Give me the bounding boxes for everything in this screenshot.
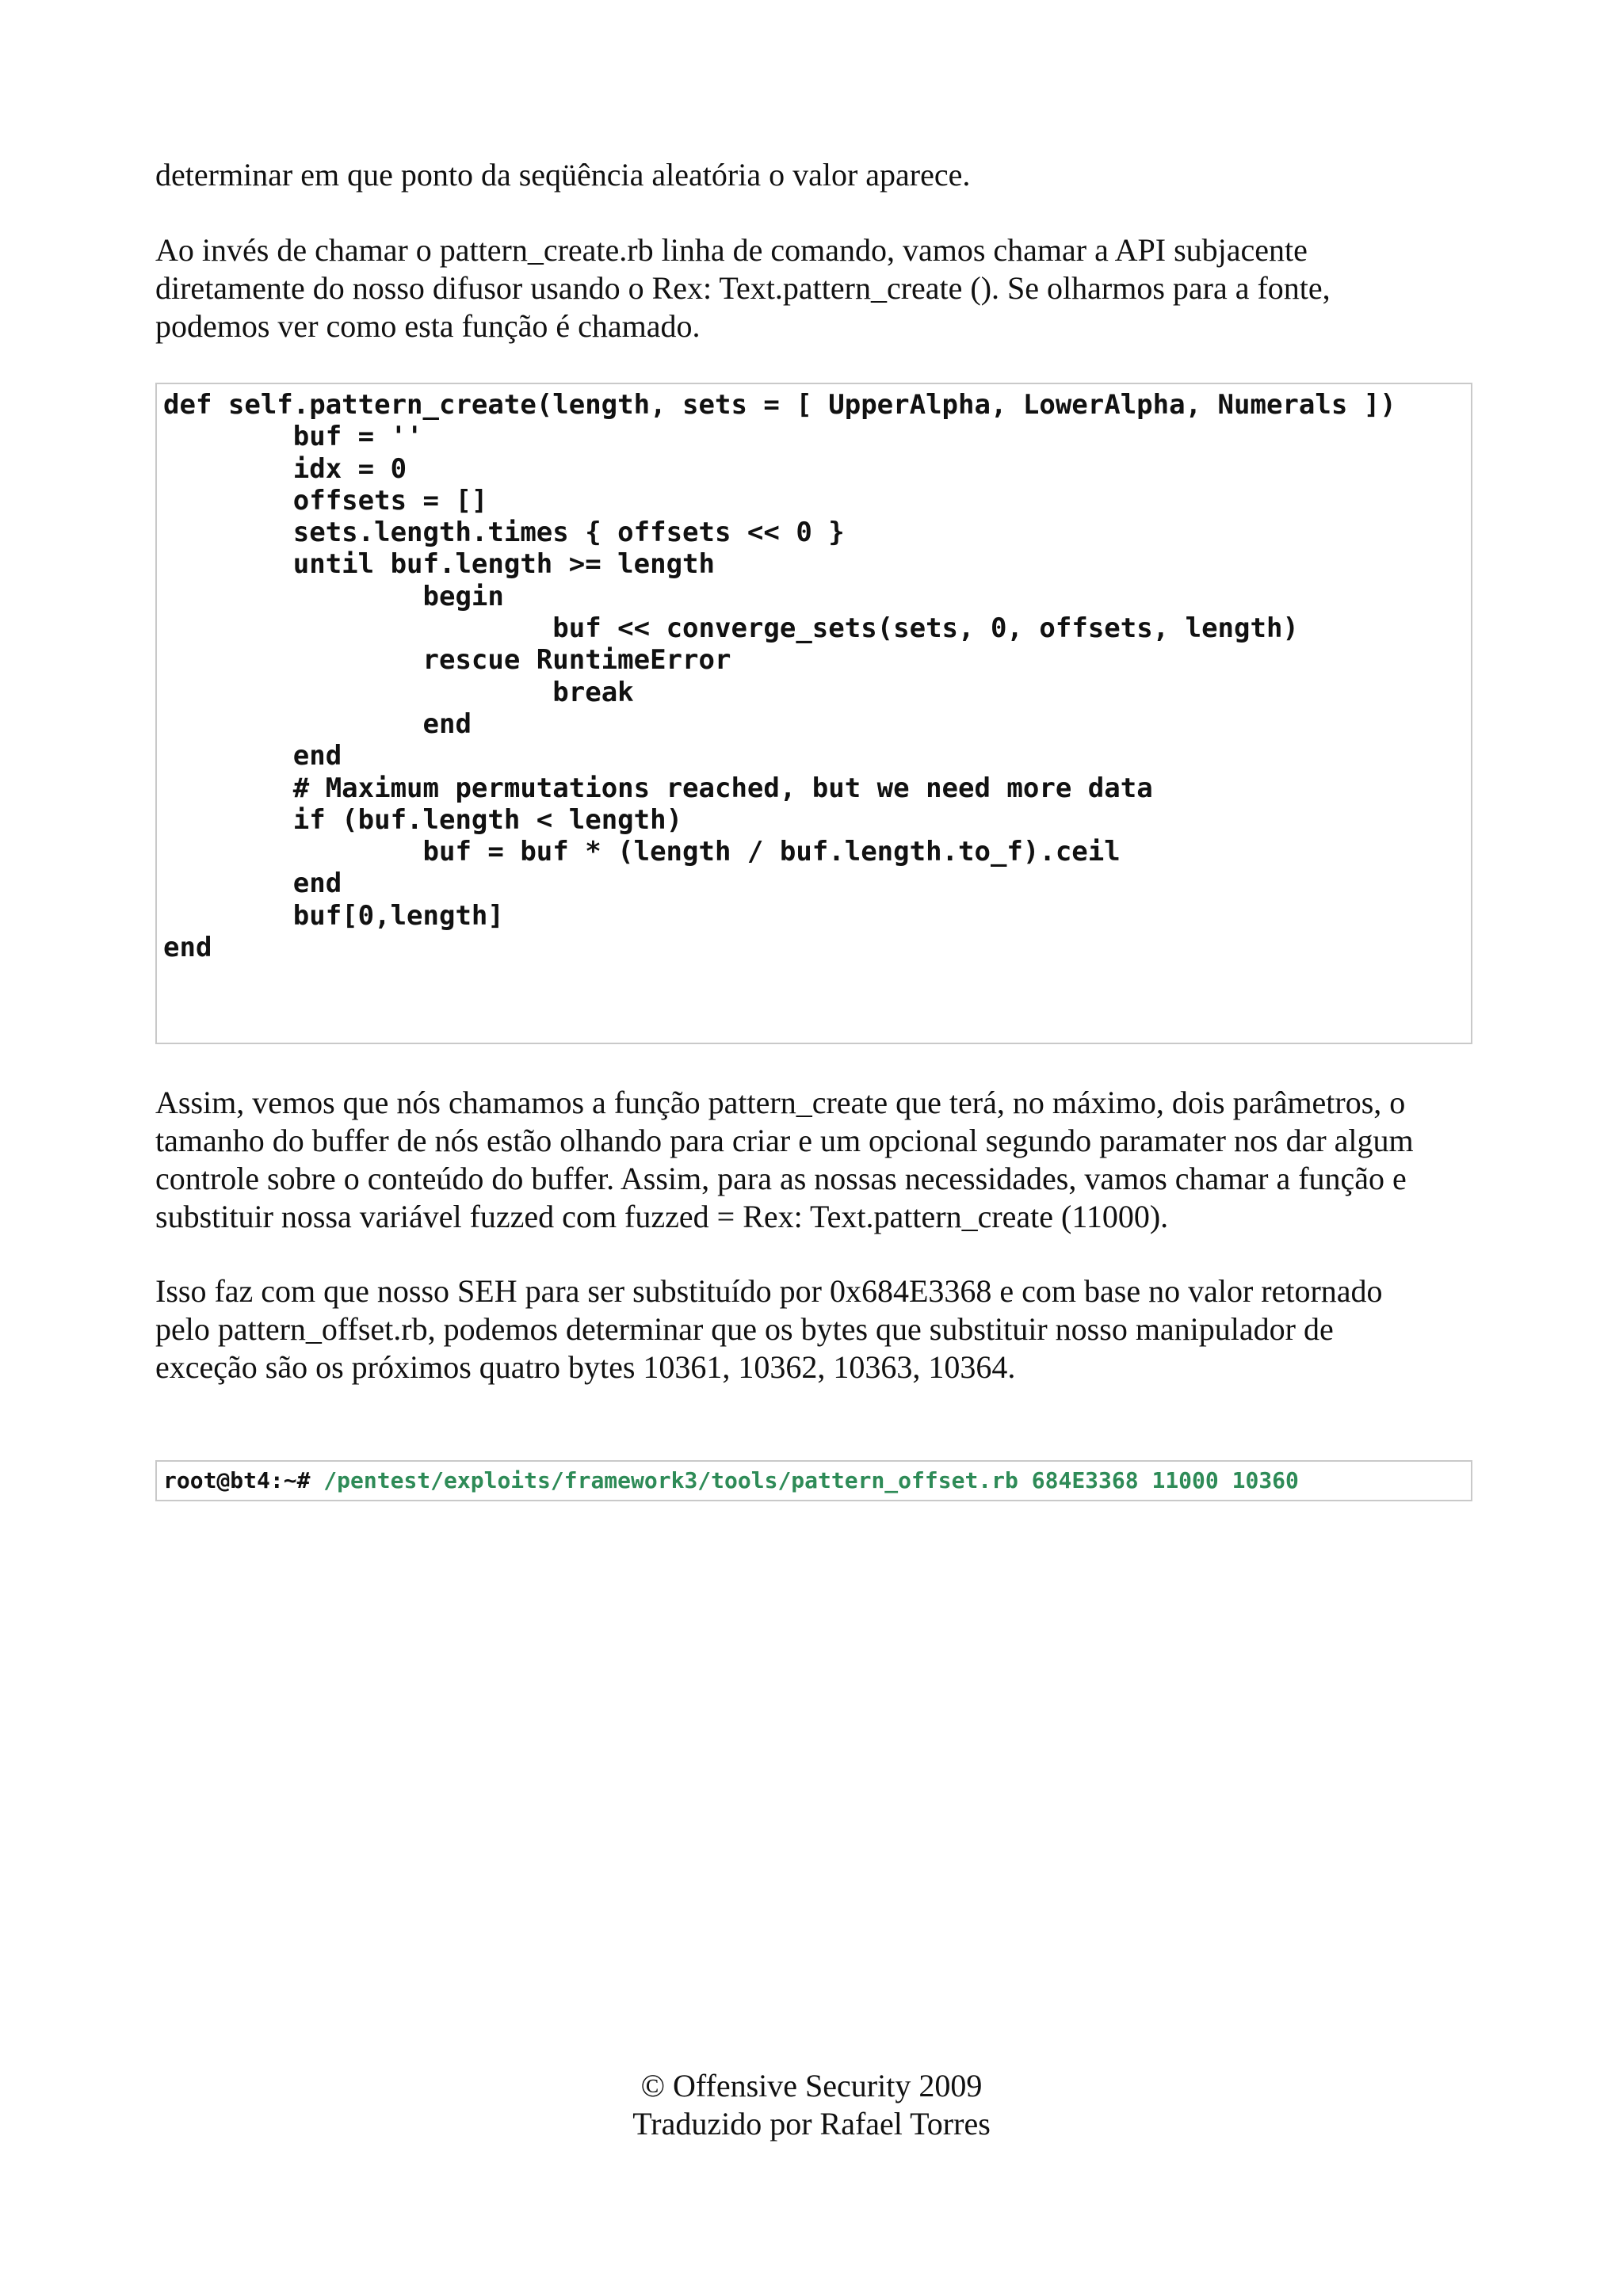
footer-translator: Traduzido por Rafael Torres (632, 2106, 991, 2142)
footer-copyright: © Offensive Security 2009 (640, 2068, 983, 2103)
terminal-prompt: root@bt4:~# (163, 1467, 311, 1493)
paragraph-seh-offset: Isso faz com que nosso SEH para ser substituído por 0x684E3368 e com base no valor retornado pelo pattern_offset.rb, podemos determinar que os bytes que substituir nosso manipulador de exceção são os próximos quatro bytes 10361, 10362, 10363, 10364. (155, 1273, 1383, 1385)
terminal-block (155, 1460, 1472, 1501)
page-footer (0, 2067, 1623, 2143)
code-block (155, 383, 1472, 1044)
paragraph-api-explanation: Ao invés de chamar o pattern_create.rb linha de comando, vamos chamar a API subjacente diretamente do nosso difusor usando o Rex: Text.pattern_create (). Se olharmos para a fonte, podemos ver como esta função é chamado. (155, 232, 1331, 344)
paragraph-pattern-create: Assim, vemos que nós chamamos a função pattern_create que terá, no máximo, dois parâmetros, o tamanho do buffer de nós estão olhando para criar e um opcional segundo paramater nos dar algum controle sobre o conteúdo do buffer. Assim, para as nossas necessidades, vamos chamar a função e substituir nossa variável fuzzed com fuzzed = Rex: Text.pattern_create (11000). (155, 1085, 1414, 1234)
code-text: def self.pattern_create(length, sets = [ UpperAlpha, LowerAlpha, Numerals ]) buf = '' idx = 0 offsets = [] sets.length.times { offsets << 0 } until buf.length >= length begin buf << converge_sets(sets, 0, offsets, length) rescue RuntimeError break end end # Maximum permutations reached, but we need more data if (buf.length < length) buf = buf * (length / buf.length.to_f).ceil end buf[0,length] end (163, 389, 1396, 964)
terminal-command: /pentest/exploits/framework3/tools/pattern_offset.rb 684E3368 11000 10360 (323, 1467, 1299, 1493)
paragraph-intro: determinar em que ponto da seqüência aleatória o valor aparece. (155, 157, 971, 193)
